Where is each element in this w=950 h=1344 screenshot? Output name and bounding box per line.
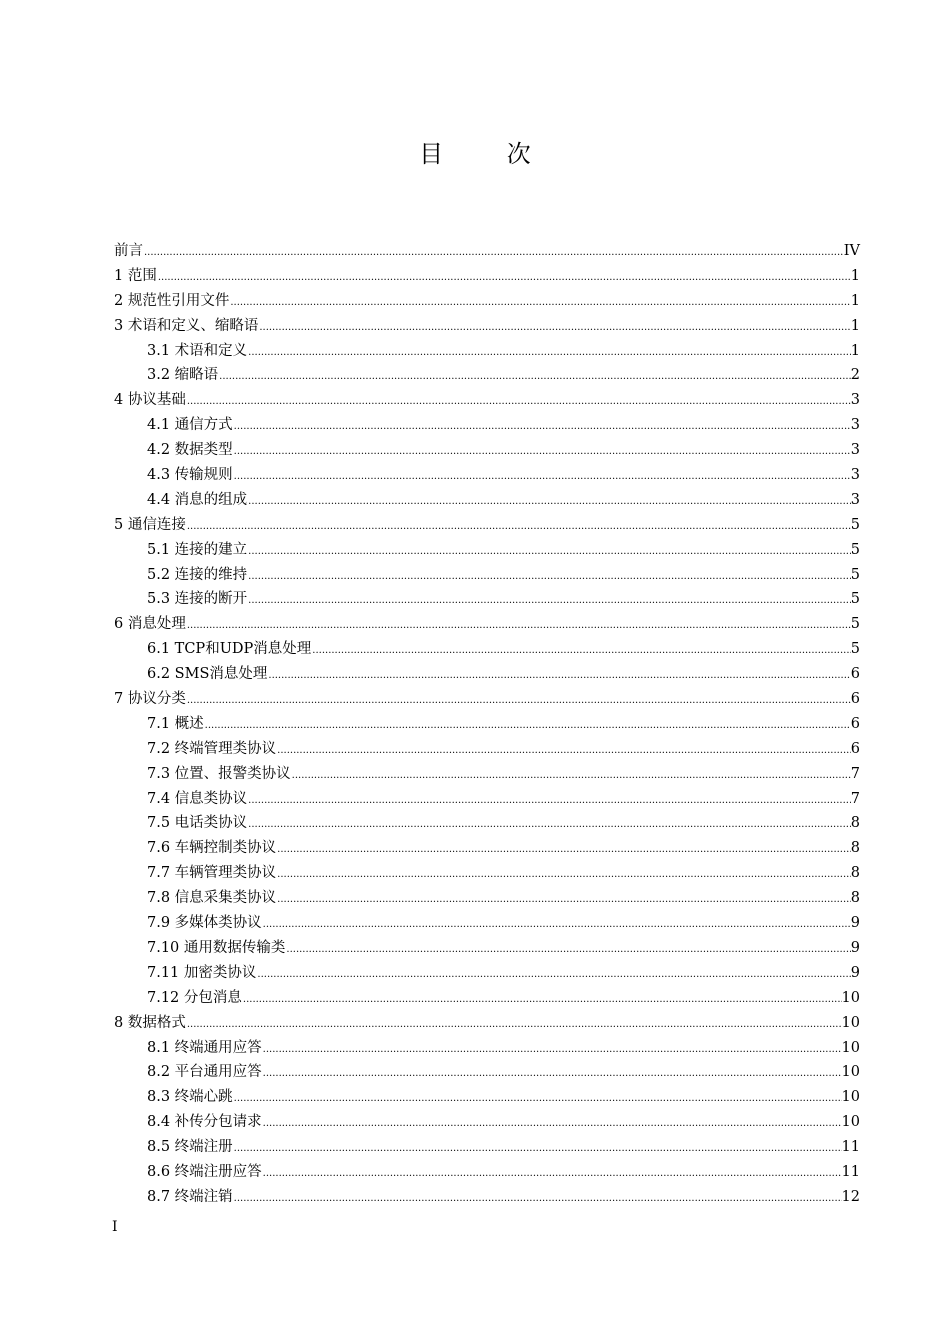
toc-entry-label: 4.3 传输规则 [147,467,233,484]
toc-entry-label: 7.8 信息采集类协议 [147,890,277,907]
toc-entry-page: 7 [850,765,860,782]
toc-dot-leader [204,714,851,739]
toc-dot-leader [242,988,842,1013]
toc-dot-leader [233,1187,842,1212]
page-title: 目 次 [419,140,559,168]
toc-dot-leader [229,291,850,316]
toc-entry-page: 10 [841,1014,860,1031]
toc-entry[interactable] [114,1036,860,1061]
toc-entry-label: 4 协议基础 [114,392,186,409]
toc-entry-page: 10 [841,989,860,1006]
toc-entry-label: 8.6 终端注册应答 [147,1163,262,1180]
toc-entry[interactable] [114,911,860,936]
toc-entry-page: 8 [850,840,860,857]
toc-entry[interactable] [114,961,860,986]
toc-entry-page: 5 [850,516,860,533]
toc-entry[interactable] [114,463,860,488]
toc-entry-label: 7.11 加密类协议 [147,964,257,981]
toc-dot-leader [247,565,851,590]
toc-entry[interactable] [114,936,860,961]
toc-dot-leader [247,540,851,565]
toc-entry-page: 9 [850,939,860,956]
toc-entry-page: 10 [841,1064,860,1081]
toc-entry-label: 6 消息处理 [114,616,186,633]
toc-entry[interactable] [114,612,860,637]
toc-entry-page: 2 [850,367,860,384]
toc-entry-page: 3 [850,467,860,484]
toc-entry-page: 6 [850,715,860,732]
toc-entry-label: 8 数据格式 [114,1014,186,1031]
page-number: I [112,1219,118,1235]
toc-entry-label: 4.1 通信方式 [147,417,233,434]
toc-dot-leader [233,415,851,440]
toc-dot-leader [258,316,850,341]
toc-entry-label: 6.1 TCP和UDP消息处理 [147,641,312,658]
toc-entry[interactable] [114,388,860,413]
toc-dot-leader [262,1112,842,1137]
toc-entry[interactable] [114,687,860,712]
toc-entry-page: 1 [850,267,860,284]
toc-dot-leader [218,365,851,390]
toc-entry-label: 5.2 连接的维持 [147,566,248,583]
toc-entry-page: 3 [850,417,860,434]
toc-entry-page: 1 [850,292,860,309]
toc-dot-leader [285,938,850,963]
toc-dot-leader [247,589,851,614]
toc-entry[interactable] [114,637,860,662]
toc-dot-leader [186,390,851,415]
toc-entry-label: 5.3 连接的断开 [147,591,248,608]
toc-entry-page: 3 [850,491,860,508]
toc-dot-leader [247,789,851,814]
toc-dot-leader [233,1087,842,1112]
toc-entry-label: 前言 [114,243,143,259]
toc-entry[interactable] [114,662,860,687]
toc-dot-leader [233,1137,842,1162]
toc-entry-label: 3.2 缩略语 [147,367,219,384]
toc-entry[interactable] [114,1011,860,1036]
toc-entry[interactable] [114,587,860,612]
toc-dot-leader [186,1013,842,1038]
toc-entry-page: 11 [841,1139,860,1156]
toc-entry-page: 5 [850,641,860,658]
toc-entry-page: 9 [850,964,860,981]
toc-entry[interactable] [114,1110,860,1135]
toc-entry-page: 9 [850,915,860,932]
toc-dot-leader [247,813,851,838]
toc-entry-label: 7.2 终端管理类协议 [147,740,277,757]
toc-entry[interactable] [114,811,860,836]
toc-entry[interactable] [114,1135,860,1160]
toc-entry-label: 3 术语和定义、缩略语 [114,317,259,334]
toc-dot-leader [276,739,851,764]
toc-entry-page: 3 [850,442,860,459]
toc-entry-page: 7 [850,790,860,807]
table-of-contents [114,239,860,1210]
toc-entry-page: 8 [850,890,860,907]
toc-entry-page: 8 [850,865,860,882]
toc-dot-leader [233,465,851,490]
toc-entry[interactable] [114,1185,860,1210]
toc-entry-label: 8.4 补传分包请求 [147,1114,262,1131]
toc-entry-label: 8.1 终端通用应答 [147,1039,262,1056]
toc-entry-page: 5 [850,541,860,558]
toc-entry-label: 6.2 SMS消息处理 [147,666,268,683]
toc-entry-page: 10 [841,1039,860,1056]
toc-entry-label: 2 规范性引用文件 [114,292,230,309]
toc-entry[interactable] [114,488,860,513]
toc-entry-page: 5 [850,591,860,608]
toc-entry[interactable] [114,438,860,463]
toc-entry-label: 7.4 信息类协议 [147,790,248,807]
toc-entry-page: 6 [850,740,860,757]
toc-dot-leader [262,1162,842,1187]
toc-entry-label: 7.12 分包消息 [147,989,242,1006]
toc-dot-leader [267,664,850,689]
toc-entry-label: 7.7 车辆管理类协议 [147,865,277,882]
toc-entry[interactable] [114,1060,860,1085]
toc-entry-page: 1 [850,342,860,359]
toc-entry[interactable] [114,787,860,812]
toc-entry[interactable] [114,363,860,388]
toc-entry-label: 8.5 终端注册 [147,1139,233,1156]
toc-entry-page: IV [843,243,860,259]
toc-dot-leader [186,614,851,639]
toc-entry-label: 7.5 电话类协议 [147,815,248,832]
toc-dot-leader [256,963,850,988]
toc-dot-leader [143,241,844,266]
toc-dot-leader [157,266,851,291]
toc-entry-label: 7.1 概述 [147,715,204,732]
toc-dot-leader [291,764,851,789]
toc-entry[interactable] [114,836,860,861]
toc-entry[interactable] [114,563,860,588]
toc-entry-label: 1 范围 [114,267,157,284]
toc-dot-leader [233,440,851,465]
toc-entry[interactable] [114,239,860,264]
toc-entry-page: 5 [850,616,860,633]
toc-entry-page: 10 [841,1114,860,1131]
toc-dot-leader [276,888,851,913]
toc-dot-leader [247,490,851,515]
toc-entry-page: 12 [841,1188,860,1205]
toc-entry-label: 4.2 数据类型 [147,442,233,459]
toc-entry-page: 8 [850,815,860,832]
toc-entry[interactable] [114,1160,860,1185]
toc-entry[interactable] [114,886,860,911]
toc-entry-label: 7.10 通用数据传输类 [147,939,286,956]
toc-entry-page: 5 [850,566,860,583]
toc-entry-label: 7 协议分类 [114,691,186,708]
toc-entry-label: 5.1 连接的建立 [147,541,248,558]
toc-entry[interactable] [114,413,860,438]
toc-dot-leader [311,639,850,664]
toc-entry-page: 6 [850,666,860,683]
toc-entry[interactable] [114,861,860,886]
toc-entry-label: 8.2 平台通用应答 [147,1064,262,1081]
toc-entry[interactable] [114,538,860,563]
toc-dot-leader [262,1062,842,1087]
toc-dot-leader [262,1038,842,1063]
toc-entry[interactable] [114,314,860,339]
toc-entry-page: 11 [841,1163,860,1180]
toc-entry-page: 1 [850,317,860,334]
toc-entry[interactable] [114,737,860,762]
toc-entry-label: 5 通信连接 [114,516,186,533]
toc-entry[interactable] [114,339,860,364]
toc-entry-label: 7.6 车辆控制类协议 [147,840,277,857]
toc-dot-leader [276,863,851,888]
toc-dot-leader [247,341,851,366]
toc-entry[interactable] [114,264,860,289]
toc-entry[interactable] [114,712,860,737]
toc-entry-label: 4.4 消息的组成 [147,491,248,508]
toc-entry-label: 8.7 终端注销 [147,1188,233,1205]
toc-entry[interactable] [114,762,860,787]
toc-dot-leader [186,515,851,540]
toc-entry[interactable] [114,289,860,314]
toc-dot-leader [276,838,851,863]
toc-entry[interactable] [114,1085,860,1110]
toc-entry-label: 8.3 终端心跳 [147,1089,233,1106]
toc-entry[interactable] [114,986,860,1011]
toc-entry-label: 7.9 多媒体类协议 [147,915,262,932]
toc-dot-leader [186,689,851,714]
toc-entry[interactable] [114,513,860,538]
toc-entry-page: 10 [841,1089,860,1106]
toc-entry-page: 3 [850,392,860,409]
toc-entry-label: 7.3 位置、报警类协议 [147,765,291,782]
toc-entry-page: 6 [850,691,860,708]
toc-entry-label: 3.1 术语和定义 [147,342,248,359]
toc-dot-leader [262,913,851,938]
